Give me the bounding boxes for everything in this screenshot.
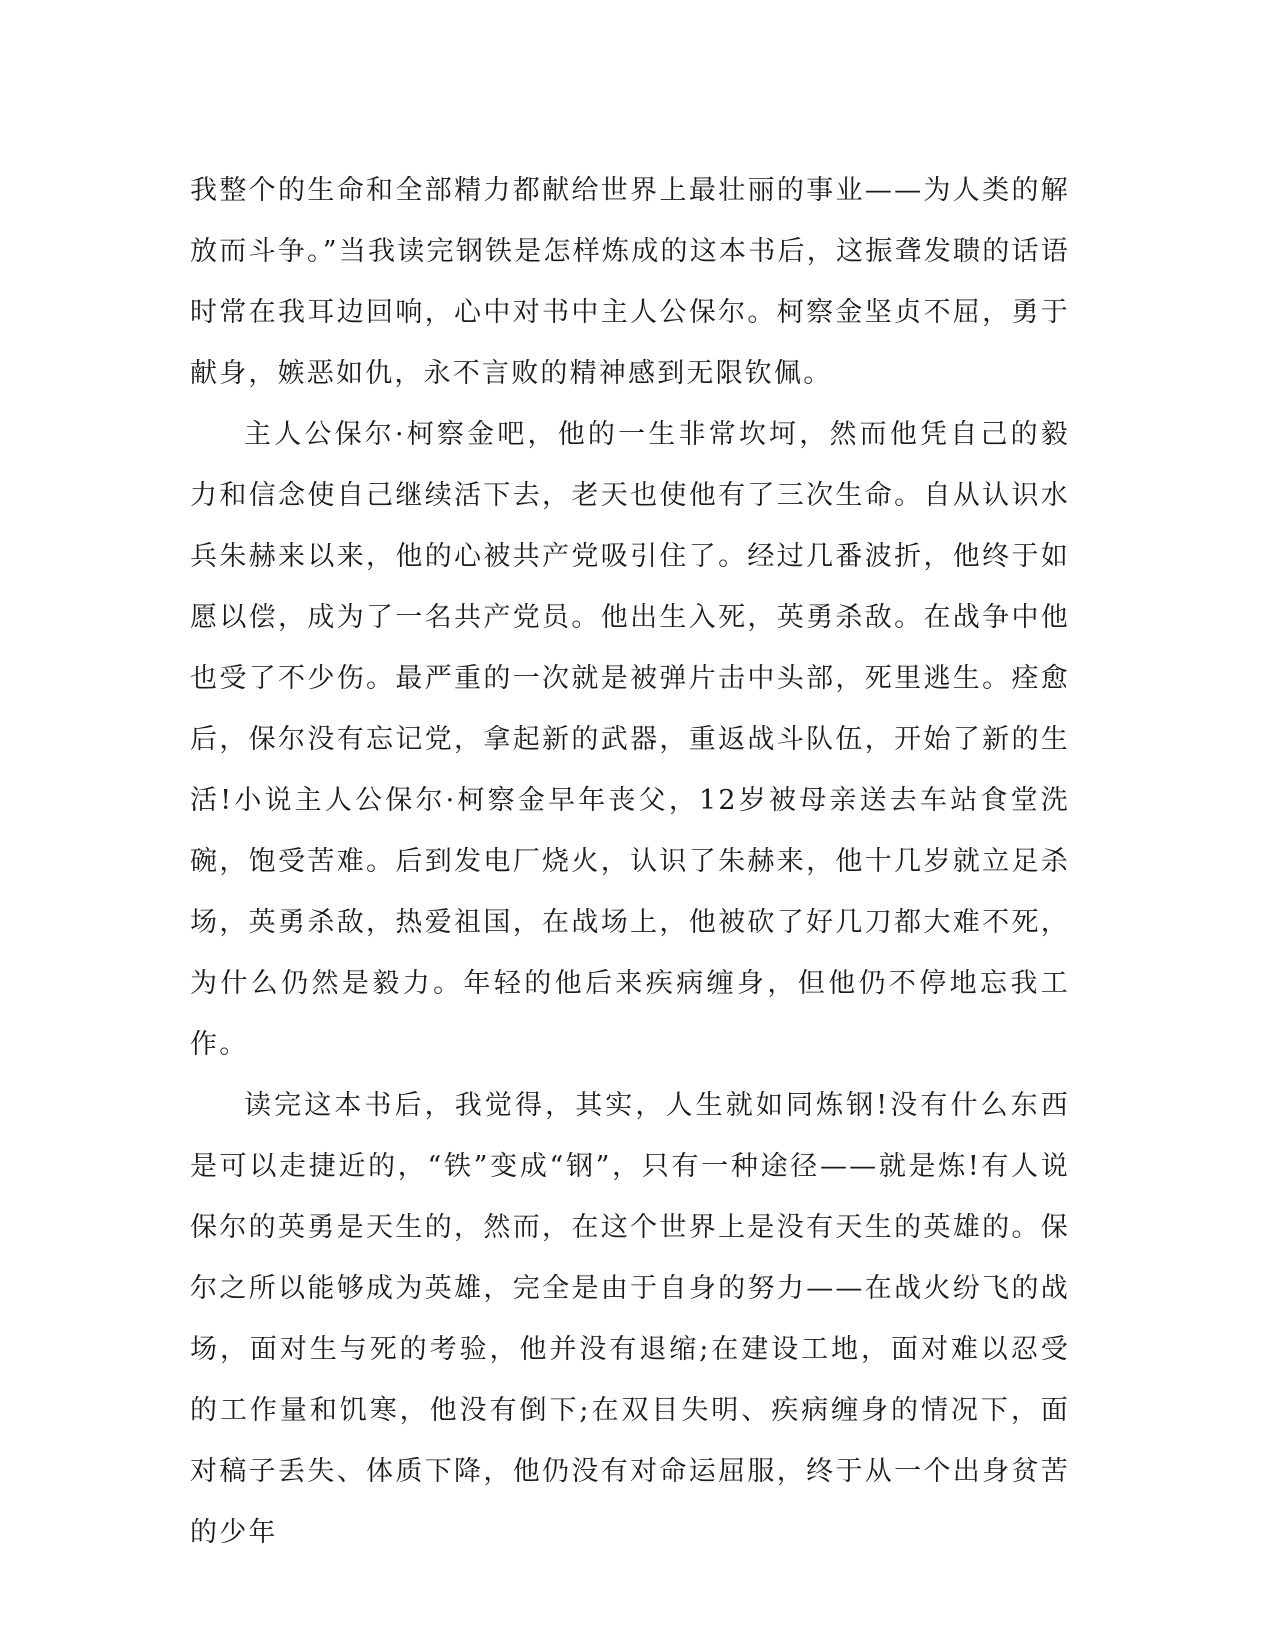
paragraph-2: 主人公保尔·柯察金吧，他的一生非常坎坷，然而他凭自己的毅力和信念使自己继续活下去，老天也使他有了三次生命。自从认识水兵朱赫来以来，他的心被共产党吸引住了。经过几番波折，他终于如愿以偿，成为了一名共产党员。他出生入死，英勇杀敌。在战争中他也受了不少伤。最严重的一次就是被弹片击中头部，死里逃生。痊愈后，保尔没有忘记党，拿起新的武器，重返战斗队伍，开始了新的生活!小说主人公保尔·柯察金早年丧父，12岁被母亲送去车站食堂洗碗，饱受苦难。后到发电厂烧火，认识了朱赫来，他十几岁就立足杀场，英勇杀敌，热爱祖国，在战场上，他被砍了好几刀都大难不死，为什么仍然是毅力。年轻的他后来疾病缠身，但他仍不停地忘我工作。 (190, 419, 1070, 1060)
body-text (190, 160, 1070, 1563)
paragraph-1: 我整个的生命和全部精力都献给世界上最壮丽的事业——为人类的解放而斗争。”当我读完钢铁是怎样炼成的这本书后，这振聋发聩的话语时常在我耳边回响，心中对书中主人公保尔。柯察金坚贞不屈，勇于献身，嫉恶如仇，永不言败的精神感到无限钦佩。 (190, 175, 1070, 389)
paragraph-3: 读完这本书后，我觉得，其实，人生就如同炼钢!没有什么东西是可以走捷近的，“铁”变成“钢”，只有一种途径——就是炼!有人说保尔的英勇是天生的，然而，在这个世界上是没有天生的英雄的。保尔之所以能够成为英雄，完全是由于自身的努力——在战火纷飞的战场，面对生与死的考验，他并没有退缩;在建设工地，面对难以忍受的工作量和饥寒，他没有倒下;在双目失明、疾病缠身的情况下，面对稿子丢失、体质下降，他仍没有对命运屈服，终于从一个出身贫苦的少年 (190, 1090, 1070, 1548)
